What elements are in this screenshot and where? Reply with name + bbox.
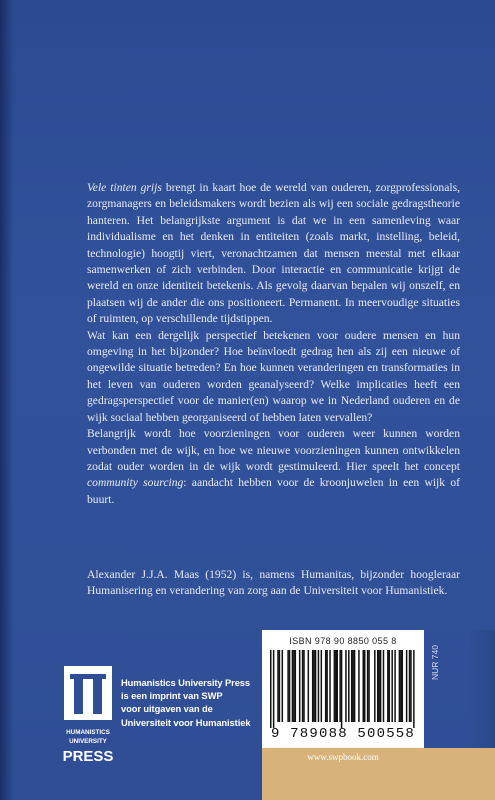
barcode-bar (364, 650, 366, 722)
barcode-bar (339, 650, 341, 722)
barcode-bar (394, 650, 396, 722)
barcode-bar (293, 650, 295, 722)
barcode-bar (380, 650, 382, 722)
barcode-bar (354, 650, 356, 722)
barcode-bar (270, 650, 272, 728)
blurb-text (87, 180, 460, 508)
barcode-bar (277, 650, 279, 722)
barcode-bar (406, 650, 408, 722)
barcode-icon (270, 650, 416, 728)
barcode-bar (367, 650, 369, 722)
barcode-bar (308, 650, 310, 722)
barcode-bar (279, 650, 281, 722)
barcode-bar (315, 650, 317, 722)
publisher-imprint-text: Humanistics University Press is een imprint van SWP voor uitgaven van de Universiteit voor Humanistiek (121, 677, 251, 728)
nur-code: NUR 740 (430, 645, 440, 680)
barcode-bar (348, 650, 350, 722)
cover-edge (470, 630, 495, 748)
logo-line-3: PRESS (62, 748, 114, 765)
publisher-logo-icon (62, 664, 114, 768)
barcode-bar (313, 650, 315, 722)
barcode-bar (302, 650, 304, 722)
logo-line-2: UNIVERSITY (69, 738, 107, 745)
barcode-bar (345, 650, 347, 722)
barcode-bar (358, 650, 360, 722)
barcode-bar (368, 650, 370, 722)
barcode-bar (402, 650, 404, 722)
logo-line-1: HUMANISTICS (66, 729, 110, 736)
barcode-bar (292, 650, 294, 722)
blurb-paragraph-1: Vele tinten grijs brengt in kaart hoe de wereld van ouderen, zorgprofessionals, zorgmanagers en beleidsmakers wordt bezien als wij een sociale gedragstheorie hanteren. Het belangrijkste argument is dat we in een samenleving waar individualisme en het denken in entiteiten (zoals markt, instelling, beleid, technologie) hoogtij viert, veronachtzamen dat mensen meestal met elkaar samenwerken of zich verbinden. Door interactie en communicatie krijgt de wereld en onze identiteit betekenis. Als gevolg daarvan bepalen wij onszelf, en plaatsen wij de ander die ons positioneert. Permanent. In meervoudige situaties of ruimten, op verschillende tijdstippen. (87, 181, 460, 326)
barcode-bar (341, 650, 343, 728)
barcode-bar (337, 650, 339, 722)
barcode-bar (374, 650, 376, 722)
barcode-bar (383, 650, 385, 722)
blurb-paragraph-2: Wat kan een dergelijk perspectief betekenen voor oudere mensen en hun omgeving in het bijzonder? Hoe beïnvloedt gedrag hen als zij een nieuwe of ongewilde situatie betreden? En hoe kunnen veranderingen en transformaties in het leven van ouderen worden geanalyseerd? Welke implicaties heeft een gedragsperspectief voor de manier(en) waarop we in Nederland ouderen en de wijk sociaal hebben georganiseerd of hebben laten vervallen? (87, 328, 460, 424)
book-title-italic: Vele tinten grijs (87, 181, 162, 194)
barcode-bar (363, 650, 365, 722)
barcode-bar (312, 650, 314, 722)
barcode-bar (413, 650, 415, 728)
barcode-box (262, 630, 424, 748)
isbn-label: ISBN 978 90 8850 055 8 (289, 636, 397, 646)
barcode-bar (391, 650, 393, 722)
barcode-bar (289, 650, 291, 722)
barcode-bar (410, 650, 412, 722)
barcode-bar (282, 650, 284, 722)
barcode-bar (352, 650, 354, 722)
barcode-bar (399, 650, 401, 722)
barcode-bar (325, 650, 327, 722)
barcode-bar (303, 650, 305, 722)
barcode-bar (321, 650, 323, 722)
barcode-bar (387, 650, 389, 722)
barcode-bar (389, 650, 391, 722)
blurb-paragraph-3: Belangrijk wordt hoe voorzieningen voor ouderen weer kunnen worden verbonden met de wijk, en hoe we nieuwe voorzieningen kunnen ontwikkelen zodat ouder worden in de wijk wordt gestimuleerd. Hier speelt het concept community sourcing: aandacht hebben voor de kroonjuwelen in een wijk of buurt. (87, 427, 460, 506)
barcode-digits: 9 789088 500558 (270, 726, 416, 742)
barcode-bar (351, 650, 353, 722)
barcode-bar (400, 650, 402, 722)
barcode-bar (378, 650, 380, 722)
barcode-bar (287, 650, 289, 722)
barcode-bar (273, 650, 275, 728)
spine-shadow (0, 0, 14, 800)
barcode-bar (377, 650, 379, 722)
barcode-bar (329, 650, 331, 722)
barcode-bar (326, 650, 328, 722)
barcode-bar (299, 650, 301, 722)
author-bio: Alexander J.J.A. Maas (1952) is, namens Humanitas, bijzonder hoogleraar Humanisering en verandering van zorg aan de Universiteit voor Humanistiek. (87, 568, 460, 598)
barcode-bar (334, 650, 336, 722)
barcode-bar (409, 650, 411, 722)
barcode-bar (335, 650, 337, 722)
barcode-bar (318, 650, 320, 722)
website-url: www.swpbook.com (307, 752, 379, 762)
barcode-bar (295, 650, 297, 722)
